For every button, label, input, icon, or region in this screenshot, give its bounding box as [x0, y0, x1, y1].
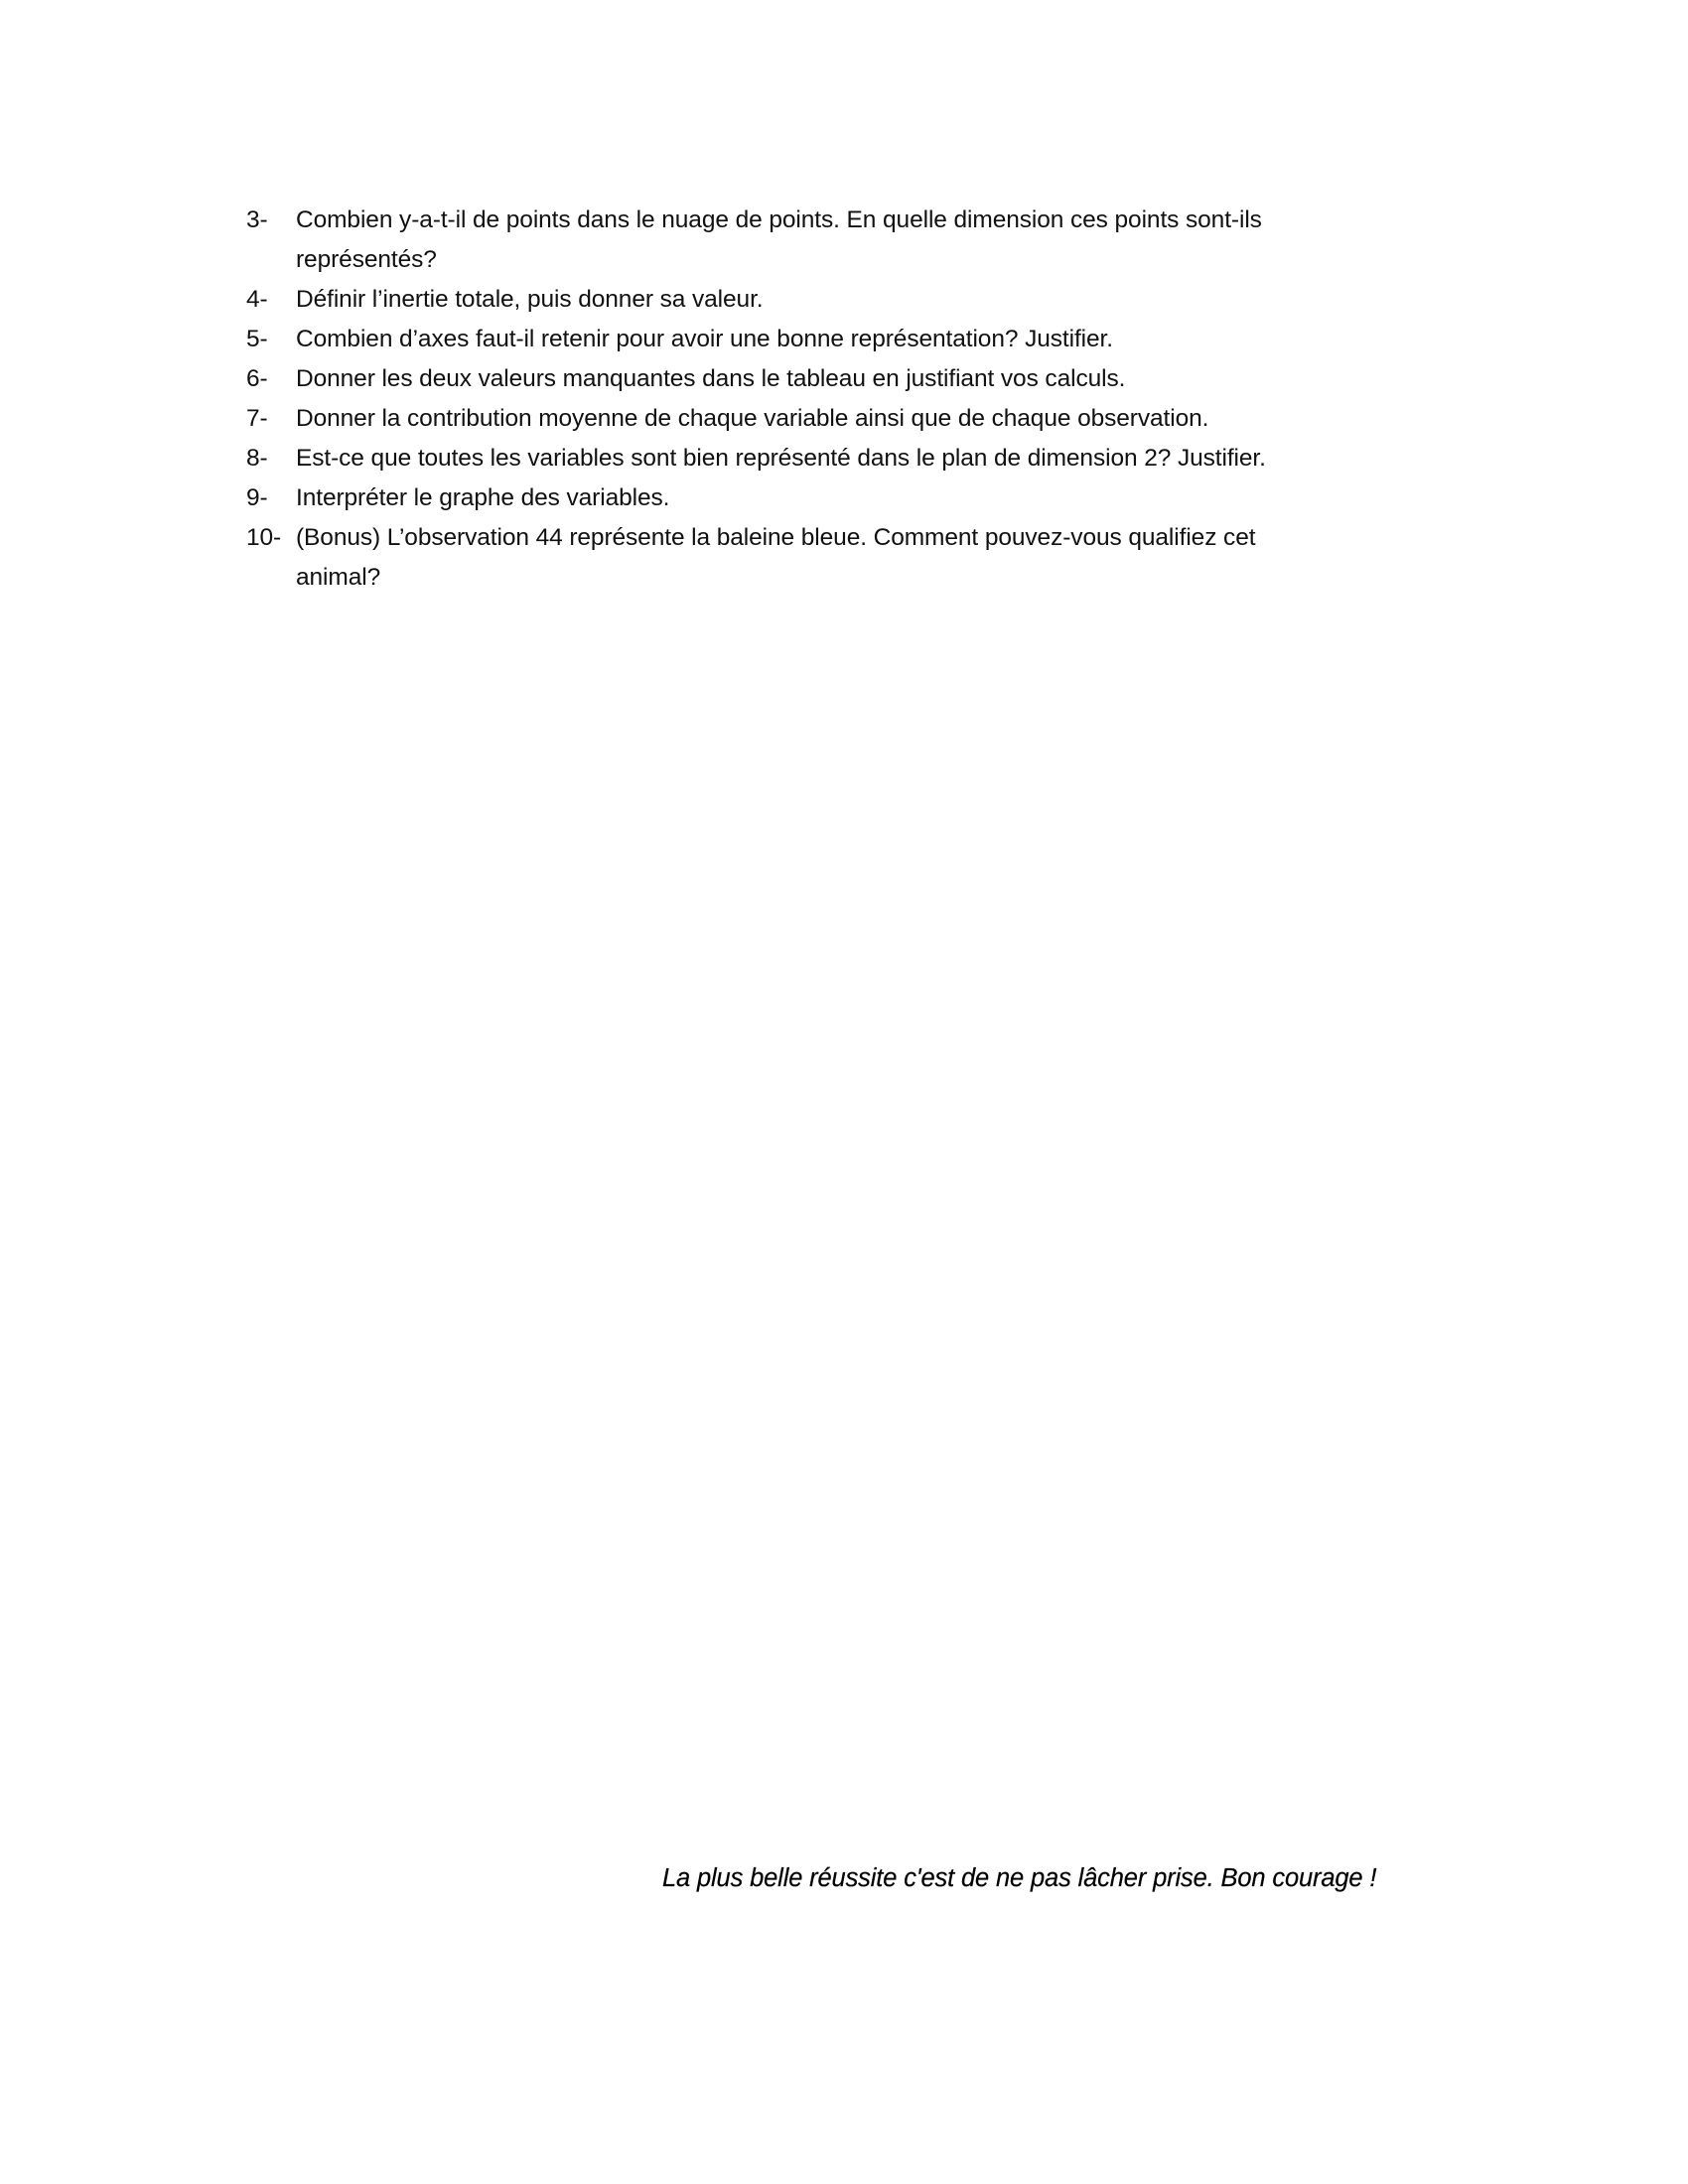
question-number: 7-	[246, 405, 268, 432]
question-text-line: Combien y-a-t-il de points dans le nuage de points. En quelle dimension ces points sont-ils	[296, 206, 1262, 233]
closing-quote: La plus belle réussite c'est de ne pas lâcher prise. Bon courage !	[662, 1864, 1377, 1892]
question-text-line: Définir l’inertie totale, puis donner sa valeur.	[296, 286, 764, 313]
question-item-4	[246, 280, 1438, 320]
question-item-7	[246, 399, 1438, 439]
question-text-line: animal?	[296, 564, 381, 591]
question-item-8	[246, 439, 1438, 478]
question-number: 10-	[246, 524, 282, 551]
question-item-6	[246, 359, 1438, 399]
question-text-line: Donner la contribution moyenne de chaque variable ainsi que de chaque observation.	[296, 405, 1209, 432]
question-text-line: représentés?	[296, 246, 437, 273]
question-text-line: Est-ce que toutes les variables sont bien représenté dans le plan de dimension 2? Justifier.	[296, 445, 1266, 472]
question-text-line: Interpréter le graphe des variables.	[296, 484, 670, 511]
question-item-5	[246, 320, 1438, 359]
question-item-9	[246, 478, 1438, 518]
question-number: 5-	[246, 326, 268, 352]
question-text-line: Donner les deux valeurs manquantes dans le tableau en justifiant vos calculs.	[296, 365, 1126, 392]
question-list	[246, 201, 1438, 598]
question-number: 6-	[246, 365, 268, 392]
question-text-line: (Bonus) L’observation 44 représente la baleine bleue. Comment pouvez-vous qualifiez cet	[296, 524, 1256, 551]
question-item-3	[246, 201, 1438, 280]
question-text-line: Combien d’axes faut-il retenir pour avoir une bonne représentation? Justifier.	[296, 326, 1113, 352]
question-number: 8-	[246, 445, 268, 472]
question-number: 9-	[246, 484, 268, 511]
question-item-10	[246, 518, 1438, 598]
question-number: 3-	[246, 206, 268, 233]
question-number: 4-	[246, 286, 268, 313]
